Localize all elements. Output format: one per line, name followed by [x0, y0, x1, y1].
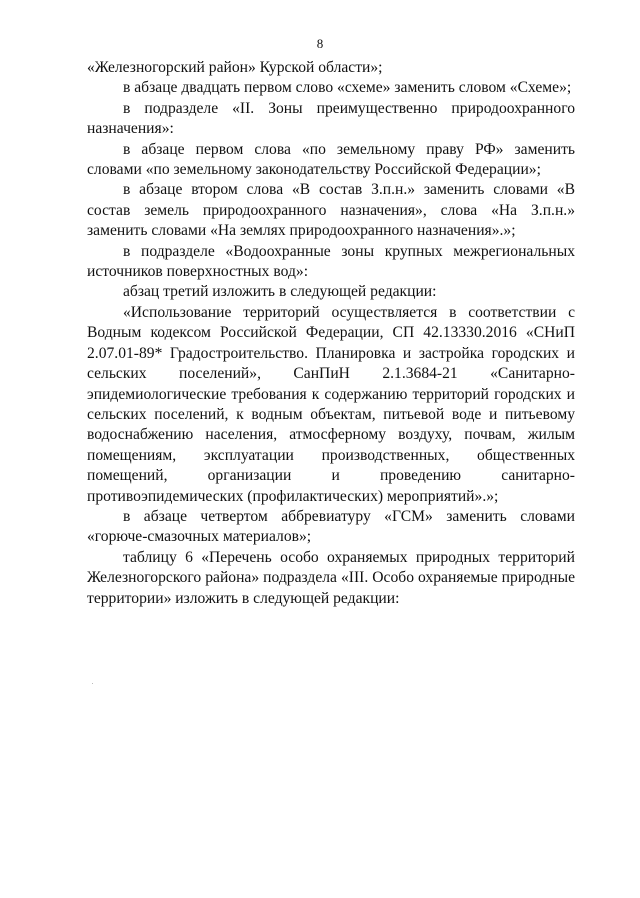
paragraph: в абзаце двадцать первом слово «схеме» заменить словом «Схеме»; — [123, 79, 572, 97]
paragraph: в подразделе «II. Зоны преимущественно природоохранного назначения»: — [87, 99, 575, 138]
page-number: 8 — [316, 36, 324, 51]
paragraph-quoted-text: «Использование территорий осуществляется в соответствии с Водным кодексом Российской Федерации, СП 42.13330.2016 «СНиП 2.07.01-89* Градостроительство. Планировка и застройка городских и сельских поселений», СанПиН 2.1.3684-21 «Санитарно-эпидемиологические требования к содержанию территорий городских и сельских поселений, к водным объектам, питьевой воде и питьевому водоснабжению населения, атмосферному воздуху, почвам, жилым помещениям, эксплуатации производственных, общественных помещений, организации и проведению санитарно-противоэпидемических (профилактических) мероприятий».»; — [87, 303, 575, 505]
paragraph: таблицу 6 «Перечень особо охраняемых природных территорий Железногорского района» подраздела «III. Особо охраняемые природные территории» изложить в следующей редакции: — [87, 548, 575, 607]
paragraph: в абзаце втором слова «В состав З.п.н.» заменить словами «В состав земель природоохранного назначения», слова «На З.п.н.» заменить словами «На землях природоохранного назначения».»; — [87, 181, 575, 240]
document-body — [87, 58, 575, 609]
paragraph: в подразделе «Водоохранные зоны крупных межрегиональных источников поверхностных вод»: — [87, 242, 575, 281]
paragraph-continuation: «Железногорский район» Курской области»; — [87, 59, 383, 76]
scan-speck — [92, 683, 93, 684]
paragraph: абзац третий изложить в следующей редакции: — [123, 283, 437, 301]
paragraph: в абзаце первом слова «по земельному праву РФ» заменить словами «по земельному законодательству Российской Федерации»; — [87, 140, 575, 179]
paragraph: в абзаце четвертом аббревиатуру «ГСМ» заменить словами «горюче-смазочных материалов»; — [87, 507, 575, 546]
